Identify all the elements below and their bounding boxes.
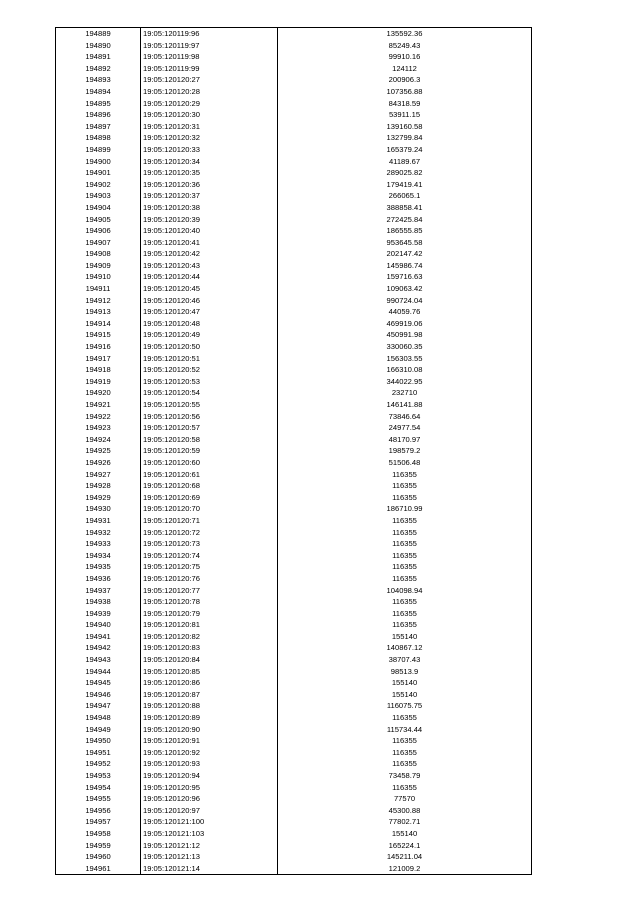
value-cell: 53911.15 — [278, 109, 532, 121]
cadastral-number-cell: 19:05:120120:27 — [141, 74, 278, 86]
table-row — [56, 619, 532, 631]
table-row — [56, 770, 532, 782]
record-id-cell: 194898 — [56, 132, 141, 144]
cadastral-number-cell: 19:05:120120:97 — [141, 805, 278, 817]
value-cell: 51506.48 — [278, 457, 532, 469]
record-id-cell: 194930 — [56, 503, 141, 515]
value-cell: 116355 — [278, 538, 532, 550]
cadastral-number-cell: 19:05:120120:69 — [141, 492, 278, 504]
value-cell: 165224.1 — [278, 840, 532, 852]
table-row — [56, 457, 532, 469]
table-row — [56, 283, 532, 295]
value-cell: 84318.59 — [278, 98, 532, 110]
cadastral-number-cell: 19:05:120119:97 — [141, 40, 278, 52]
value-cell: 135592.36 — [278, 28, 532, 40]
table-row — [56, 260, 532, 272]
value-cell: 132799.84 — [278, 132, 532, 144]
record-id-cell: 194889 — [56, 28, 141, 40]
value-cell: 450991.98 — [278, 329, 532, 341]
record-id-cell: 194937 — [56, 585, 141, 597]
value-cell: 200906.3 — [278, 74, 532, 86]
value-cell: 109063.42 — [278, 283, 532, 295]
cadastral-number-cell: 19:05:120120:93 — [141, 758, 278, 770]
table-row — [56, 329, 532, 341]
cadastral-number-cell: 19:05:120120:60 — [141, 457, 278, 469]
cadastral-number-cell: 19:05:120120:90 — [141, 724, 278, 736]
cadastral-number-cell: 19:05:120120:45 — [141, 283, 278, 295]
value-cell: 953645.58 — [278, 237, 532, 249]
value-cell: 155140 — [278, 631, 532, 643]
record-id-cell: 194931 — [56, 515, 141, 527]
table-row — [56, 724, 532, 736]
value-cell: 116355 — [278, 712, 532, 724]
record-id-cell: 194960 — [56, 851, 141, 863]
record-id-cell: 194949 — [56, 724, 141, 736]
value-cell: 186710.99 — [278, 503, 532, 515]
record-id-cell: 194950 — [56, 735, 141, 747]
table-row — [56, 666, 532, 678]
value-cell: 116355 — [278, 782, 532, 794]
value-cell: 98513.9 — [278, 666, 532, 678]
table-row — [56, 179, 532, 191]
table-row — [56, 306, 532, 318]
table-row — [56, 399, 532, 411]
table-row — [56, 445, 532, 457]
table-row — [56, 863, 532, 875]
record-id-cell: 194891 — [56, 51, 141, 63]
value-cell: 99910.16 — [278, 51, 532, 63]
table-row — [56, 271, 532, 283]
table-body — [56, 28, 532, 875]
cadastral-number-cell: 19:05:120120:37 — [141, 190, 278, 202]
cadastral-number-cell: 19:05:120120:84 — [141, 654, 278, 666]
record-id-cell: 194938 — [56, 596, 141, 608]
record-id-cell: 194899 — [56, 144, 141, 156]
table-row — [56, 121, 532, 133]
record-id-cell: 194957 — [56, 816, 141, 828]
cadastral-number-cell: 19:05:120120:39 — [141, 214, 278, 226]
record-id-cell: 194947 — [56, 700, 141, 712]
cadastral-number-cell: 19:05:120120:51 — [141, 353, 278, 365]
table-row — [56, 689, 532, 701]
cadastral-number-cell: 19:05:120120:85 — [141, 666, 278, 678]
table-row — [56, 109, 532, 121]
cadastral-number-cell: 19:05:120120:95 — [141, 782, 278, 794]
cadastral-number-cell: 19:05:120120:59 — [141, 445, 278, 457]
cadastral-number-cell: 19:05:120120:75 — [141, 561, 278, 573]
table-row — [56, 793, 532, 805]
value-cell: 166310.08 — [278, 364, 532, 376]
cadastral-number-cell: 19:05:120120:31 — [141, 121, 278, 133]
cadastral-number-cell: 19:05:120120:41 — [141, 237, 278, 249]
cadastral-number-cell: 19:05:120120:92 — [141, 747, 278, 759]
value-cell: 344022.95 — [278, 376, 532, 388]
value-cell: 116355 — [278, 596, 532, 608]
record-id-cell: 194954 — [56, 782, 141, 794]
table-row — [56, 214, 532, 226]
record-id-cell: 194952 — [56, 758, 141, 770]
record-id-cell: 194945 — [56, 677, 141, 689]
cadastral-number-cell: 19:05:120120:76 — [141, 573, 278, 585]
value-cell: 116355 — [278, 747, 532, 759]
cadastral-number-cell: 19:05:120120:89 — [141, 712, 278, 724]
data-table — [55, 27, 532, 875]
table-row — [56, 700, 532, 712]
record-id-cell: 194890 — [56, 40, 141, 52]
cadastral-number-cell: 19:05:120120:40 — [141, 225, 278, 237]
cadastral-number-cell: 19:05:120120:68 — [141, 480, 278, 492]
cadastral-number-cell: 19:05:120120:61 — [141, 469, 278, 481]
table-row — [56, 318, 532, 330]
record-id-cell: 194961 — [56, 863, 141, 875]
value-cell: 77570 — [278, 793, 532, 805]
value-cell: 121009.2 — [278, 863, 532, 875]
table-row — [56, 758, 532, 770]
table-row — [56, 654, 532, 666]
record-id-cell: 194944 — [56, 666, 141, 678]
record-id-cell: 194914 — [56, 318, 141, 330]
record-id-cell: 194903 — [56, 190, 141, 202]
record-id-cell: 194955 — [56, 793, 141, 805]
record-id-cell: 194911 — [56, 283, 141, 295]
cadastral-number-cell: 19:05:120120:30 — [141, 109, 278, 121]
cadastral-number-cell: 19:05:120120:96 — [141, 793, 278, 805]
cadastral-number-cell: 19:05:120120:86 — [141, 677, 278, 689]
cadastral-number-cell: 19:05:120120:50 — [141, 341, 278, 353]
cadastral-number-cell: 19:05:120121:13 — [141, 851, 278, 863]
table-row — [56, 434, 532, 446]
value-cell: 116355 — [278, 735, 532, 747]
table-row — [56, 156, 532, 168]
record-id-cell: 194942 — [56, 642, 141, 654]
cadastral-number-cell: 19:05:120120:57 — [141, 422, 278, 434]
cadastral-number-cell: 19:05:120120:70 — [141, 503, 278, 515]
record-id-cell: 194894 — [56, 86, 141, 98]
table-row — [56, 469, 532, 481]
cadastral-number-cell: 19:05:120120:73 — [141, 538, 278, 550]
table-row — [56, 28, 532, 40]
record-id-cell: 194951 — [56, 747, 141, 759]
value-cell: 388858.41 — [278, 202, 532, 214]
value-cell: 116355 — [278, 480, 532, 492]
table-row — [56, 387, 532, 399]
cadastral-number-cell: 19:05:120120:35 — [141, 167, 278, 179]
table-row — [56, 851, 532, 863]
cadastral-number-cell: 19:05:120120:82 — [141, 631, 278, 643]
table-row — [56, 411, 532, 423]
table-row — [56, 585, 532, 597]
cadastral-number-cell: 19:05:120120:58 — [141, 434, 278, 446]
record-id-cell: 194936 — [56, 573, 141, 585]
value-cell: 116355 — [278, 573, 532, 585]
table-row — [56, 51, 532, 63]
table-row — [56, 364, 532, 376]
value-cell: 469919.06 — [278, 318, 532, 330]
value-cell: 73846.64 — [278, 411, 532, 423]
table-row — [56, 63, 532, 75]
value-cell: 38707.43 — [278, 654, 532, 666]
record-id-cell: 194953 — [56, 770, 141, 782]
record-id-cell: 194918 — [56, 364, 141, 376]
record-id-cell: 194925 — [56, 445, 141, 457]
cadastral-number-cell: 19:05:120120:81 — [141, 619, 278, 631]
record-id-cell: 194902 — [56, 179, 141, 191]
cadastral-number-cell: 19:05:120119:99 — [141, 63, 278, 75]
value-cell: 330060.35 — [278, 341, 532, 353]
record-id-cell: 194943 — [56, 654, 141, 666]
cadastral-number-cell: 19:05:120120:44 — [141, 271, 278, 283]
value-cell: 145211.04 — [278, 851, 532, 863]
value-cell: 116355 — [278, 619, 532, 631]
record-id-cell: 194900 — [56, 156, 141, 168]
value-cell: 24977.54 — [278, 422, 532, 434]
record-id-cell: 194901 — [56, 167, 141, 179]
cadastral-number-cell: 19:05:120120:54 — [141, 387, 278, 399]
value-cell: 232710 — [278, 387, 532, 399]
cadastral-number-cell: 19:05:120120:47 — [141, 306, 278, 318]
table-row — [56, 132, 532, 144]
value-cell: 124112 — [278, 63, 532, 75]
table-row — [56, 550, 532, 562]
record-id-cell: 194922 — [56, 411, 141, 423]
record-id-cell: 194920 — [56, 387, 141, 399]
table-row — [56, 816, 532, 828]
table-row — [56, 144, 532, 156]
record-id-cell: 194948 — [56, 712, 141, 724]
table-row — [56, 86, 532, 98]
value-cell: 115734.44 — [278, 724, 532, 736]
table-row — [56, 480, 532, 492]
value-cell: 116355 — [278, 608, 532, 620]
table-row — [56, 341, 532, 353]
table-row — [56, 74, 532, 86]
record-id-cell: 194958 — [56, 828, 141, 840]
record-id-cell: 194939 — [56, 608, 141, 620]
table-row — [56, 202, 532, 214]
value-cell: 116355 — [278, 550, 532, 562]
cadastral-number-cell: 19:05:120120:48 — [141, 318, 278, 330]
cadastral-number-cell: 19:05:120120:49 — [141, 329, 278, 341]
table-row — [56, 642, 532, 654]
record-id-cell: 194897 — [56, 121, 141, 133]
table-row — [56, 561, 532, 573]
record-id-cell: 194917 — [56, 353, 141, 365]
cadastral-number-cell: 19:05:120120:32 — [141, 132, 278, 144]
table-row — [56, 677, 532, 689]
table-row — [56, 98, 532, 110]
value-cell: 266065.1 — [278, 190, 532, 202]
record-id-cell: 194935 — [56, 561, 141, 573]
record-id-cell: 194924 — [56, 434, 141, 446]
record-id-cell: 194921 — [56, 399, 141, 411]
record-id-cell: 194933 — [56, 538, 141, 550]
record-id-cell: 194934 — [56, 550, 141, 562]
table-row — [56, 422, 532, 434]
record-id-cell: 194910 — [56, 271, 141, 283]
table-row — [56, 353, 532, 365]
cadastral-number-cell: 19:05:120120:78 — [141, 596, 278, 608]
value-cell: 116075.75 — [278, 700, 532, 712]
table-row — [56, 527, 532, 539]
table-row — [56, 376, 532, 388]
table-row — [56, 167, 532, 179]
table-row — [56, 747, 532, 759]
table-row — [56, 248, 532, 260]
record-id-cell: 194941 — [56, 631, 141, 643]
value-cell: 73458.79 — [278, 770, 532, 782]
value-cell: 155140 — [278, 677, 532, 689]
table-row — [56, 503, 532, 515]
table-row — [56, 492, 532, 504]
table-row — [56, 295, 532, 307]
record-id-cell: 194905 — [56, 214, 141, 226]
record-id-cell: 194895 — [56, 98, 141, 110]
record-id-cell: 194928 — [56, 480, 141, 492]
table-row — [56, 40, 532, 52]
cadastral-number-cell: 19:05:120120:34 — [141, 156, 278, 168]
cadastral-number-cell: 19:05:120120:42 — [141, 248, 278, 260]
cadastral-number-cell: 19:05:120120:88 — [141, 700, 278, 712]
record-id-cell: 194904 — [56, 202, 141, 214]
value-cell: 116355 — [278, 515, 532, 527]
value-cell: 107356.88 — [278, 86, 532, 98]
cadastral-number-cell: 19:05:120120:56 — [141, 411, 278, 423]
table-row — [56, 237, 532, 249]
record-id-cell: 194923 — [56, 422, 141, 434]
cadastral-number-cell: 19:05:120120:46 — [141, 295, 278, 307]
cadastral-number-cell: 19:05:120120:38 — [141, 202, 278, 214]
cadastral-number-cell: 19:05:120120:79 — [141, 608, 278, 620]
value-cell: 116355 — [278, 469, 532, 481]
cadastral-number-cell: 19:05:120120:87 — [141, 689, 278, 701]
value-cell: 116355 — [278, 492, 532, 504]
cadastral-number-cell: 19:05:120120:72 — [141, 527, 278, 539]
value-cell: 155140 — [278, 689, 532, 701]
cadastral-number-cell: 19:05:120120:33 — [141, 144, 278, 156]
value-cell: 116355 — [278, 527, 532, 539]
value-cell: 77802.71 — [278, 816, 532, 828]
cadastral-number-cell: 19:05:120121:12 — [141, 840, 278, 852]
record-id-cell: 194909 — [56, 260, 141, 272]
value-cell: 179419.41 — [278, 179, 532, 191]
value-cell: 145986.74 — [278, 260, 532, 272]
value-cell: 198579.2 — [278, 445, 532, 457]
value-cell: 202147.42 — [278, 248, 532, 260]
cadastral-number-cell: 19:05:120121:100 — [141, 816, 278, 828]
value-cell: 41189.67 — [278, 156, 532, 168]
table-row — [56, 573, 532, 585]
record-id-cell: 194915 — [56, 329, 141, 341]
record-id-cell: 194912 — [56, 295, 141, 307]
value-cell: 104098.94 — [278, 585, 532, 597]
record-id-cell: 194946 — [56, 689, 141, 701]
cadastral-number-cell: 19:05:120120:29 — [141, 98, 278, 110]
value-cell: 155140 — [278, 828, 532, 840]
cadastral-number-cell: 19:05:120119:96 — [141, 28, 278, 40]
value-cell: 156303.55 — [278, 353, 532, 365]
record-id-cell: 194940 — [56, 619, 141, 631]
value-cell: 990724.04 — [278, 295, 532, 307]
value-cell: 48170.97 — [278, 434, 532, 446]
value-cell: 140867.12 — [278, 642, 532, 654]
table-row — [56, 712, 532, 724]
cadastral-number-cell: 19:05:120120:77 — [141, 585, 278, 597]
record-id-cell: 194927 — [56, 469, 141, 481]
table-row — [56, 225, 532, 237]
value-cell: 116355 — [278, 758, 532, 770]
cadastral-number-cell: 19:05:120120:53 — [141, 376, 278, 388]
value-cell: 146141.88 — [278, 399, 532, 411]
record-id-cell: 194956 — [56, 805, 141, 817]
table-row — [56, 805, 532, 817]
cadastral-number-cell: 19:05:120120:74 — [141, 550, 278, 562]
value-cell: 159716.63 — [278, 271, 532, 283]
cadastral-number-cell: 19:05:120120:36 — [141, 179, 278, 191]
record-id-cell: 194893 — [56, 74, 141, 86]
record-id-cell: 194959 — [56, 840, 141, 852]
record-id-cell: 194916 — [56, 341, 141, 353]
value-cell: 272425.84 — [278, 214, 532, 226]
value-cell: 289025.82 — [278, 167, 532, 179]
value-cell: 44059.76 — [278, 306, 532, 318]
record-id-cell: 194907 — [56, 237, 141, 249]
table-row — [56, 828, 532, 840]
record-id-cell: 194919 — [56, 376, 141, 388]
cadastral-number-cell: 19:05:120120:71 — [141, 515, 278, 527]
table-row — [56, 538, 532, 550]
cadastral-number-cell: 19:05:120120:52 — [141, 364, 278, 376]
value-cell: 186555.85 — [278, 225, 532, 237]
table-row — [56, 631, 532, 643]
record-id-cell: 194906 — [56, 225, 141, 237]
record-id-cell: 194929 — [56, 492, 141, 504]
table-row — [56, 735, 532, 747]
table-row — [56, 608, 532, 620]
table-row — [56, 190, 532, 202]
record-id-cell: 194892 — [56, 63, 141, 75]
value-cell: 116355 — [278, 561, 532, 573]
cadastral-number-cell: 19:05:120120:28 — [141, 86, 278, 98]
cadastral-number-cell: 19:05:120121:103 — [141, 828, 278, 840]
value-cell: 45300.88 — [278, 805, 532, 817]
cadastral-number-cell: 19:05:120120:94 — [141, 770, 278, 782]
value-cell: 85249.43 — [278, 40, 532, 52]
value-cell: 139160.58 — [278, 121, 532, 133]
table-row — [56, 782, 532, 794]
cadastral-number-cell: 19:05:120120:91 — [141, 735, 278, 747]
record-id-cell: 194908 — [56, 248, 141, 260]
record-id-cell: 194932 — [56, 527, 141, 539]
table-row — [56, 840, 532, 852]
cadastral-number-cell: 19:05:120120:83 — [141, 642, 278, 654]
record-id-cell: 194896 — [56, 109, 141, 121]
cadastral-number-cell: 19:05:120119:98 — [141, 51, 278, 63]
cadastral-number-cell: 19:05:120120:43 — [141, 260, 278, 272]
table-row — [56, 515, 532, 527]
cadastral-number-cell: 19:05:120121:14 — [141, 863, 278, 875]
value-cell: 165379.24 — [278, 144, 532, 156]
cadastral-number-cell: 19:05:120120:55 — [141, 399, 278, 411]
record-id-cell: 194913 — [56, 306, 141, 318]
record-id-cell: 194926 — [56, 457, 141, 469]
table-row — [56, 596, 532, 608]
